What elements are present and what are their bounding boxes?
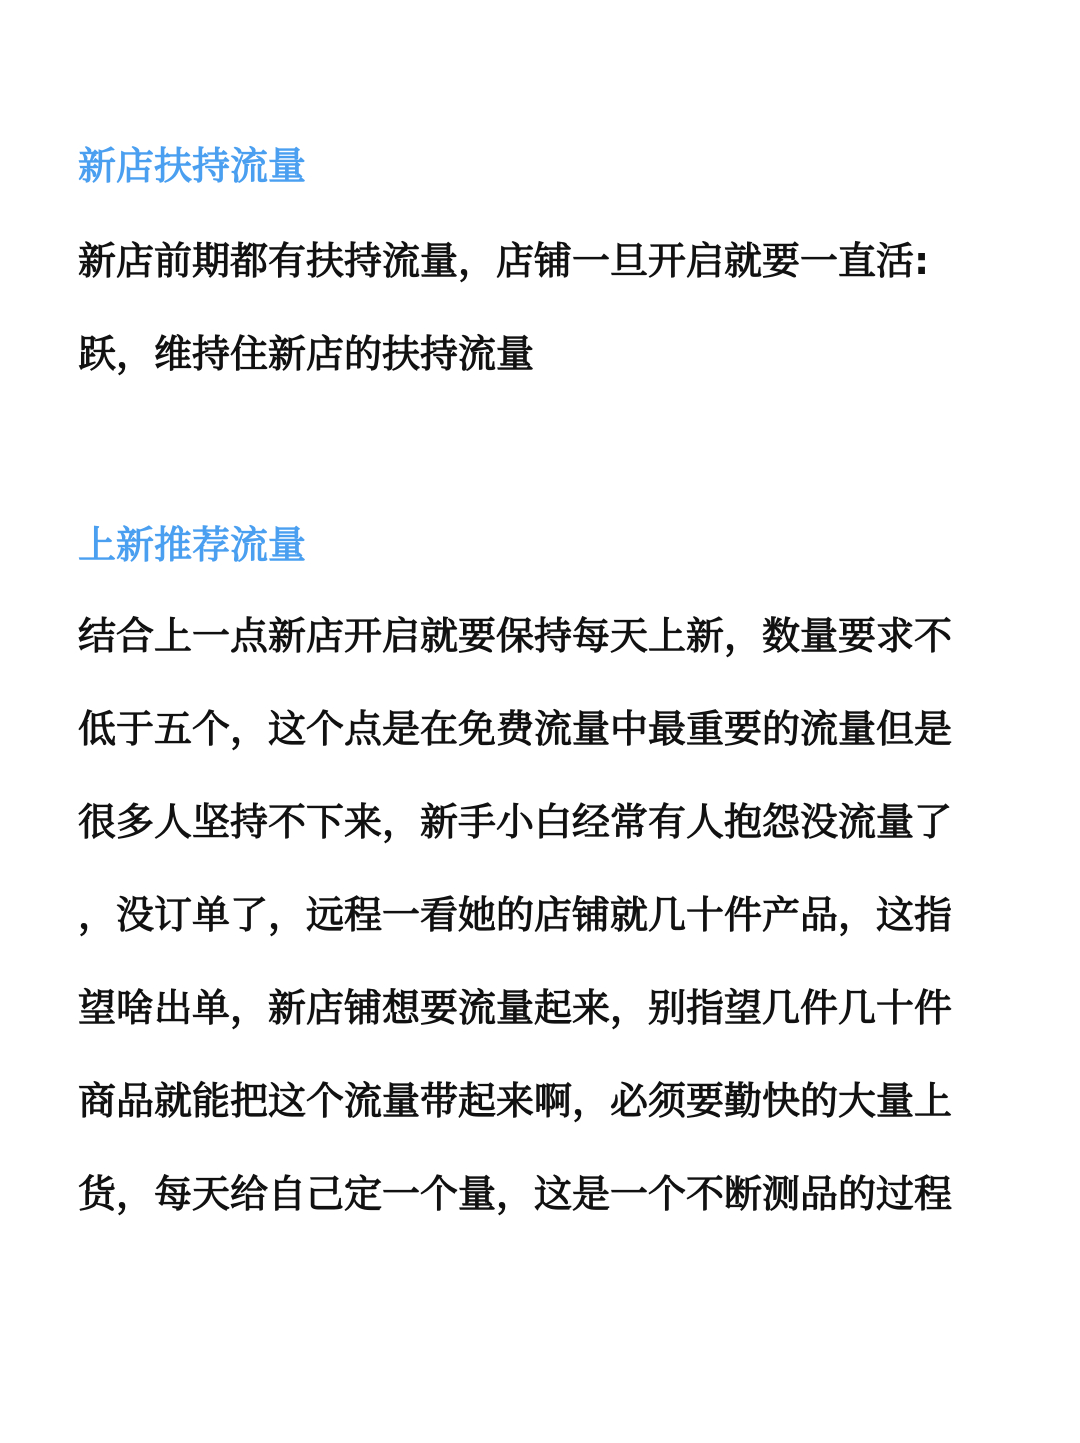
section-body [78,608,1002,1259]
body-line: 货，每天给自己定一个量，这是一个不断测品的过程 [78,1172,953,1216]
section-body [78,233,1002,419]
section-new-listing-traffic [78,517,1002,1259]
body-line: 商品就能把这个流量带起来啊，必须要勤快的大量上 [78,1079,953,1123]
section-new-store-traffic [78,138,1002,419]
body-line: 望啥出单，新店铺想要流量起来，别指望几件几十件 [78,986,953,1030]
body-line: 新店前期都有扶持流量，店铺一旦开启就要一直活: [78,239,930,283]
body-line: 低于五个，这个点是在免费流量中最重要的流量但是 [78,707,953,751]
section-heading: 新店扶持流量 [78,144,307,188]
body-line: 跃，维持住新店的扶持流量 [78,332,535,376]
section-heading: 上新推荐流量 [78,523,307,567]
body-line: 很多人坚持不下来，新手小白经常有人抱怨没流量了 [78,800,953,844]
body-line: 结合上一点新店开启就要保持每天上新，数量要求不 [78,614,953,658]
body-line: ，没订单了，远程一看她的店铺就几十件产品，这指 [78,893,953,937]
